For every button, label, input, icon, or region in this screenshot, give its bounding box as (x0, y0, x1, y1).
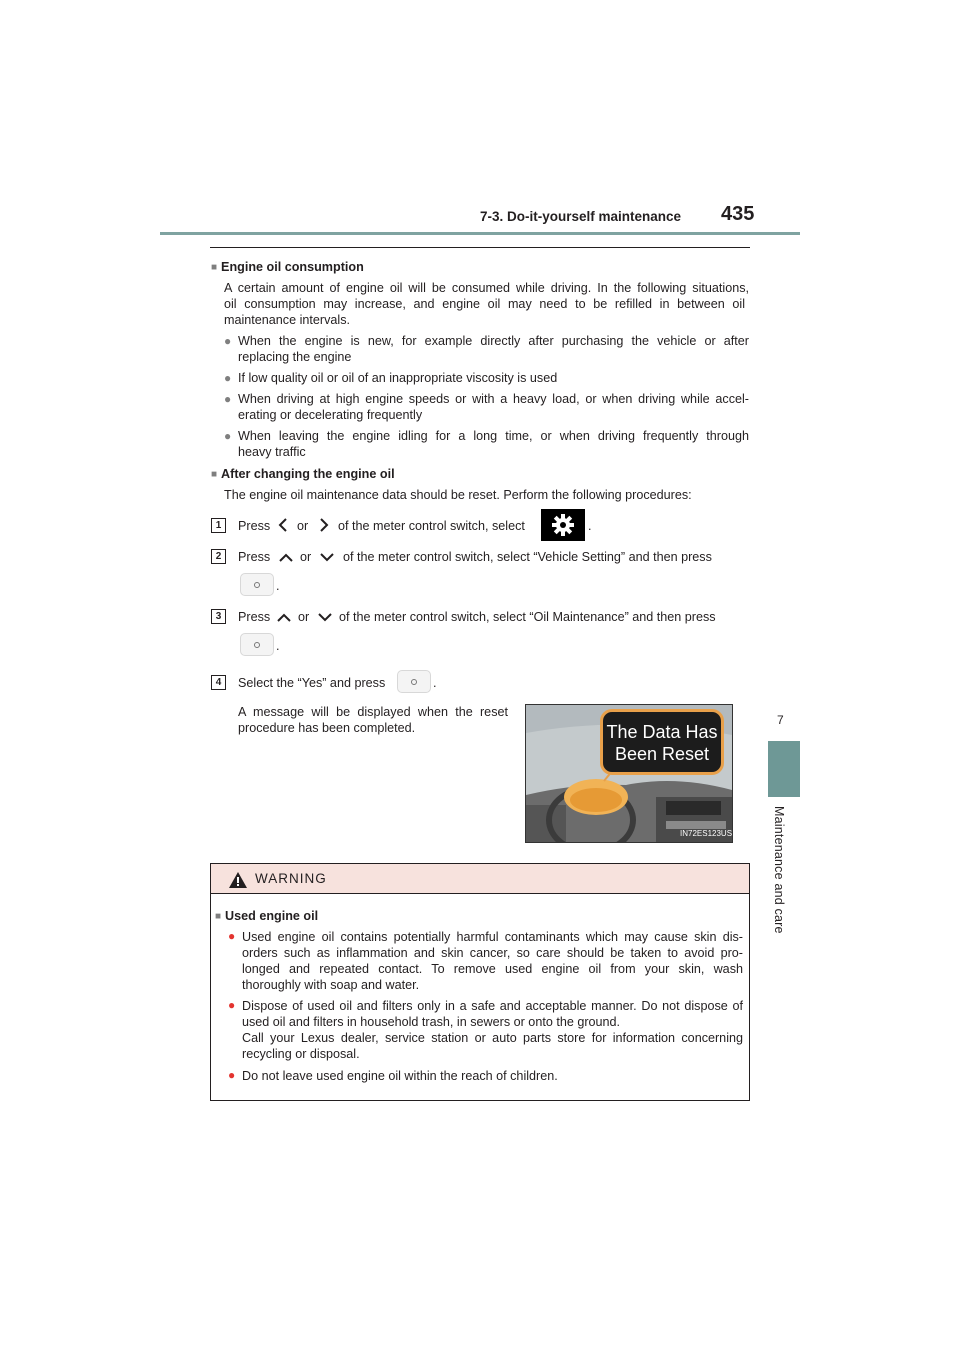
step-text: Select the “Yes” and press (238, 676, 386, 690)
bullet-text: When leaving the engine idling for a long time, or when driving frequently through (238, 429, 749, 443)
step-number: 1 (211, 518, 226, 533)
warning-title: WARNING (255, 871, 327, 886)
step-press: Press (238, 610, 271, 624)
oil-consumption-intro-line: maintenance intervals. (224, 313, 351, 327)
warning-bullet-text: Do not leave used engine oil within the reach of children. (242, 1069, 558, 1083)
bullet-text: When the engine is new, for example directly after purchasing the vehicle or after (238, 334, 749, 348)
bullet-text: replacing the engine (238, 350, 352, 364)
bubble-line: The Data Has (606, 722, 718, 742)
bullet-text: If low quality oil or oil of an inappropriate viscosity is used (238, 371, 558, 385)
bullet-icon: ● (228, 998, 236, 1012)
step-press: Press (238, 550, 271, 564)
step-end: . (588, 519, 592, 533)
ok-button-icon (240, 573, 274, 596)
reset-message-line: A message will be displayed when the reset (238, 705, 508, 719)
reset-message-line: procedure has been completed. (238, 721, 416, 735)
step-number: 4 (211, 675, 226, 690)
bullet-icon: ● (228, 929, 236, 943)
chevron-down-icon (316, 610, 334, 624)
warning-bullet-text: Dispose of used oil and filters only in a safe and acceptable manner. Do not dispose of (242, 999, 743, 1013)
oil-consumption-heading: ■ Engine oil consumption (211, 259, 364, 277)
step-or: or (297, 519, 309, 533)
bullet-text: erating or decelerating frequently (238, 408, 423, 422)
step-or: or (300, 550, 312, 564)
step-press: Press (238, 519, 271, 533)
warning-heading: ■ Used engine oil (215, 908, 318, 926)
step-text: of the meter control switch, select (338, 519, 525, 533)
warning-bullet-text: recycling or disposal. (242, 1047, 360, 1061)
warning-bullet-text: Used engine oil contains potentially harmful contaminants which may cause skin dis- (242, 930, 743, 944)
page-number: 435 (721, 203, 755, 225)
warning-header (211, 864, 749, 894)
chevron-down-icon (318, 550, 336, 564)
bullet-icon: ● (224, 371, 232, 385)
warning-bullet-text: Call your Lexus dealer, service station or auto parts store for information concerning (242, 1031, 743, 1045)
step-end: . (433, 676, 437, 690)
chevron-up-icon (275, 610, 293, 624)
warning-bullet-text: used oil and filters in household trash, in sewers or onto the ground. (242, 1015, 621, 1029)
warning-bullet-text: longed and repeated contact. To remove used engine oil from your skin, wash (242, 962, 743, 976)
step-end: . (276, 639, 280, 653)
bubble-line: Been Reset (614, 744, 710, 764)
warning-bullet-text: orders such as inflammation and skin cancer, so care should be taken to avoid pro- (242, 946, 743, 960)
ok-button-icon (240, 633, 274, 656)
step-text: of the meter control switch, select “Oil Maintenance” and then press (339, 610, 716, 624)
warning-triangle-icon (228, 871, 248, 889)
chapter-number: 7 (777, 713, 784, 727)
step-text: of the meter control switch, select “Vehicle Setting” and then press (343, 550, 712, 564)
bullet-icon: ● (224, 334, 232, 348)
header-rule (160, 232, 800, 235)
bullet-icon: ● (228, 1068, 236, 1082)
body-rule (210, 247, 750, 248)
bullet-text: When driving at high engine speeds or with a heavy load, or when driving while accel- (238, 392, 749, 406)
step-number: 3 (211, 609, 226, 624)
oil-consumption-intro-line: A certain amount of engine oil will be consumed while driving. In the following situations, (224, 281, 749, 295)
step-number: 2 (211, 549, 226, 564)
bullet-icon: ● (224, 429, 232, 443)
step-or: or (298, 610, 310, 624)
settings-gear-icon (541, 509, 585, 541)
ok-button-icon (397, 670, 431, 693)
warning-bullet-text: thoroughly with soap and water. (242, 978, 420, 992)
step-end: . (276, 579, 280, 593)
chevron-left-icon (276, 516, 290, 534)
section-title: 7-3. Do-it-yourself maintenance (480, 209, 682, 224)
chevron-up-icon (277, 550, 295, 564)
bullet-icon: ● (224, 392, 232, 406)
chapter-title: Maintenance and care (772, 806, 786, 934)
oil-consumption-intro-line: oil consumption may increase, and engine oil may need to be refilled in between oil (224, 297, 745, 311)
after-change-heading: ■ After changing the engine oil (211, 466, 395, 484)
chevron-right-icon (317, 516, 331, 534)
figure-code: IN72ES123US (680, 829, 733, 838)
reset-message-bubble (600, 709, 724, 775)
after-change-intro: The engine oil maintenance data should be reset. Perform the following procedures: (224, 488, 692, 502)
bullet-text: heavy traffic (238, 445, 306, 459)
chapter-tab (768, 741, 800, 797)
